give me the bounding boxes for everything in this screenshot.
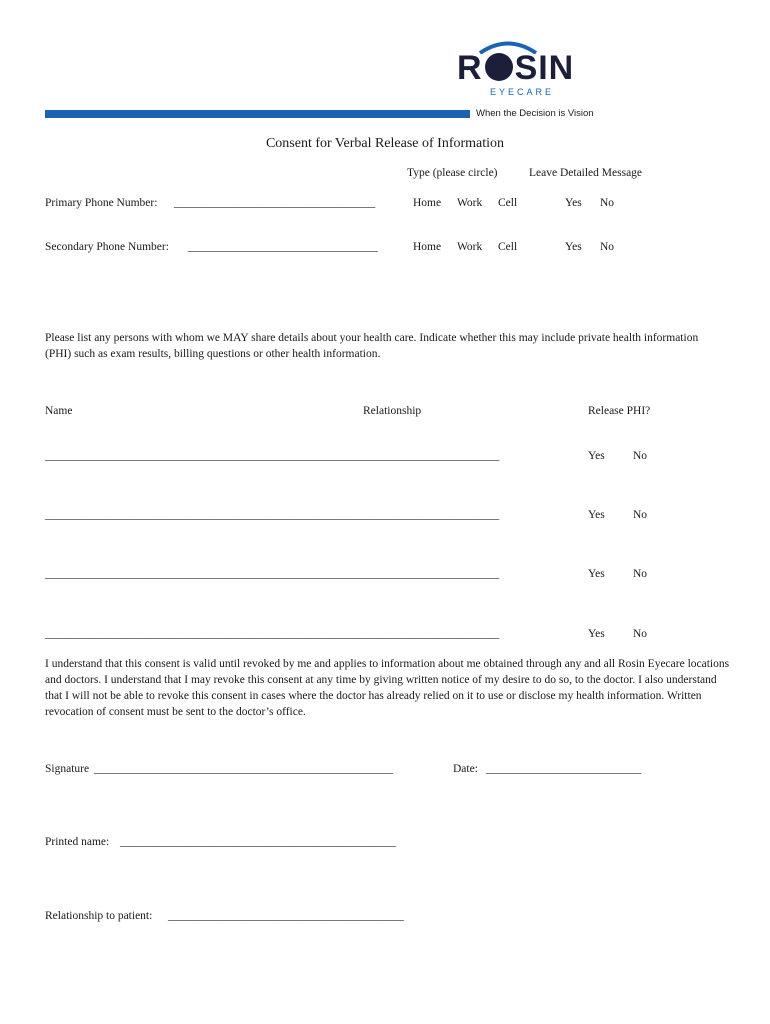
date-label: Date: bbox=[453, 763, 478, 775]
primary-phone-label: Primary Phone Number: bbox=[45, 197, 158, 209]
eye-icon bbox=[485, 53, 513, 81]
secondary-message-no[interactable]: No bbox=[600, 241, 615, 253]
consent-text: I understand that this consent is valid until revoked by me and applies to information about me obtained through any and all Rosin Eyecare locations and doctors. I understand that I may revoke this consent at any time by giving written notice of my desire to do so, to the doctor. I also understand that I will not be able to revoke this consent in cases where the doctor has already relied on it to use or disclose my health information. Written revocation of consent must be sent to the doctor’s office. bbox=[45, 658, 730, 718]
column-header-release-phi: Release PHI? bbox=[588, 405, 651, 417]
logo-wordmark bbox=[457, 50, 574, 86]
secondary-phone-label: Secondary Phone Number: bbox=[45, 241, 169, 253]
secondary-type-cell[interactable]: Cell bbox=[498, 241, 518, 253]
column-header-name: Name bbox=[45, 405, 73, 417]
type-header: Type (please circle) bbox=[407, 167, 498, 179]
person-row-3-yes[interactable]: Yes bbox=[588, 568, 605, 580]
person-row-2-yes[interactable]: Yes bbox=[588, 509, 605, 521]
logo-subtitle: EYECARE bbox=[490, 87, 555, 97]
message-header: Leave Detailed Message bbox=[529, 167, 643, 179]
primary-type-cell[interactable]: Cell bbox=[498, 197, 518, 209]
relationship-to-patient-field[interactable]: _________________________________________ bbox=[168, 910, 404, 922]
person-row-1-no[interactable]: No bbox=[633, 450, 648, 462]
person-row-3-no[interactable]: No bbox=[633, 568, 648, 580]
secondary-type-home[interactable]: Home bbox=[413, 241, 442, 253]
person-row-2-line[interactable]: _______________________________________________________________________________ bbox=[45, 509, 500, 521]
logo-letters-sin: SIN bbox=[514, 49, 575, 87]
person-row-1-line[interactable]: _______________________________________________________________________________ bbox=[45, 450, 500, 462]
persons-instructions: Please list any persons with whom we MAY share details about your health care. Indicate whether this may include private health information (PHI) such as exam results, billing questions or other health information. bbox=[45, 332, 699, 360]
primary-type-work[interactable]: Work bbox=[457, 197, 483, 209]
printed-name-label: Printed name: bbox=[45, 836, 110, 848]
logo-letter-r: R bbox=[457, 49, 483, 87]
signature-field[interactable]: ____________________________________________________ bbox=[94, 763, 393, 775]
printed-name-field[interactable]: ________________________________________________ bbox=[120, 836, 396, 848]
secondary-type-work[interactable]: Work bbox=[457, 241, 483, 253]
date-field[interactable]: ___________________________ bbox=[486, 763, 642, 775]
primary-type-home[interactable]: Home bbox=[413, 197, 442, 209]
page-title: Consent for Verbal Release of Information bbox=[265, 136, 505, 151]
primary-phone-field[interactable]: ___________________________________ bbox=[174, 197, 376, 209]
secondary-message-yes[interactable]: Yes bbox=[565, 241, 582, 253]
logo-tagline: When the Decision is Vision bbox=[476, 108, 594, 119]
header-divider-bar bbox=[45, 110, 470, 118]
person-row-4-yes[interactable]: Yes bbox=[588, 628, 605, 640]
secondary-phone-field[interactable]: _________________________________ bbox=[188, 241, 378, 253]
person-row-1-yes[interactable]: Yes bbox=[588, 450, 605, 462]
signature-label: Signature bbox=[45, 763, 90, 775]
primary-message-yes[interactable]: Yes bbox=[565, 197, 582, 209]
person-row-4-line[interactable]: _______________________________________________________________________________ bbox=[45, 628, 500, 640]
primary-message-no[interactable]: No bbox=[600, 197, 615, 209]
person-row-3-line[interactable]: _______________________________________________________________________________ bbox=[45, 568, 500, 580]
person-row-4-no[interactable]: No bbox=[633, 628, 648, 640]
person-row-2-no[interactable]: No bbox=[633, 509, 648, 521]
column-header-relationship: Relationship bbox=[363, 405, 422, 417]
relationship-to-patient-label: Relationship to patient: bbox=[45, 910, 153, 922]
